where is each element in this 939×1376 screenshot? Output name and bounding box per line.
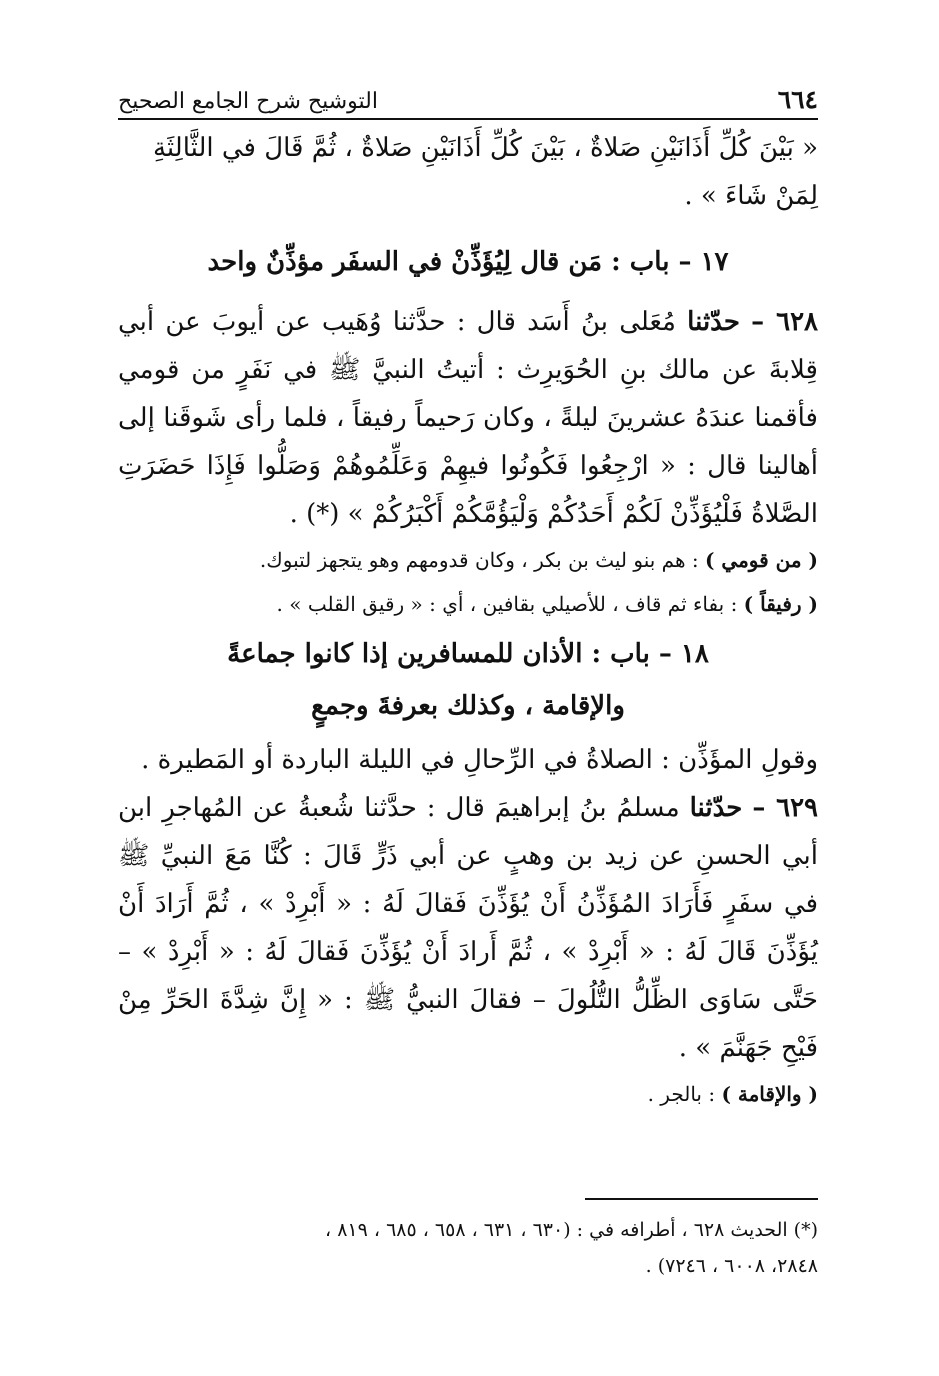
footnote-divider xyxy=(585,1198,818,1200)
chapter-18-heading-line-2: والإقامة ، وكذلك بعرفةَ وجمعٍ xyxy=(311,691,625,721)
continuation-line-1: « بَيْنَ كُلِّ أَذَانَيْنِ صَلاةٌ ، بَيْنَ كُلِّ أَذَانَيْنِ صَلاةٌ ، ثُمَّ قَالَ في الثَّالِثَةِ xyxy=(152,133,818,163)
footnote-line-2: ٢٨٤٨، ٦٠٠٨ ، ٧٢٤٦) . xyxy=(645,1255,818,1277)
note-term: ( والإقامة ) xyxy=(721,1082,818,1106)
footnote xyxy=(118,1212,818,1284)
hadith-628 xyxy=(118,298,818,538)
chapter-18-heading-line-1: ١٨ – باب : الأذان للمسافرين إذا كانوا جماعةً xyxy=(227,639,709,669)
note-text: : بالجر . xyxy=(647,1082,722,1106)
note-iqama xyxy=(118,1072,818,1116)
continuation-line-2: لِمَنْ شَاءَ » . xyxy=(684,181,818,211)
hadith-629 xyxy=(118,784,818,1072)
note-rafiqan xyxy=(118,582,818,626)
footnote-line-1: (*) الحديث ٦٢٨ ، أطرافه في : (٦٣٠ ، ٦٣١ ، ٦٥٨ ، ٦٨٥ ، ٨١٩ ، xyxy=(325,1219,818,1241)
hadith-628-text: مُعَلى بنُ أَسَد قال : حدَّثنا وُهَيب عن أيوبَ عن أبي قِلابةَ عن مالك بنِ الحُوَيرِث : أتيتُ النبيَّ ﷺ في نَفَرٍ من قومي فأقمنا عندَهُ عشرينَ ليلةً ، وكان رَحيماً رفيقاً ، فلما رأى شَوقَنا إلى أهالينا قال : « ارْجِعُوا فَكُونُوا فيهِمْ وَعَلِّمُوهُمْ وَصَلُّوا فَإِذَا حَضَرَتِ الصَّلاةُ فَلْيُؤَذِّنْ لَكُمْ أَحَدُكُمْ وَلْيَؤُمَّكُمْ أَكْبَرُكُمْ » (*) . xyxy=(118,307,818,529)
book-title: التوشيح شرح الجامع الصحيح xyxy=(118,89,378,114)
hadith-628-number: ٦٢٨ – xyxy=(751,307,819,337)
chapter-18-intro: وقولِ المؤَذِّن : الصلاةُ في الرِّحالِ في الليلة الباردة أو المَطيرة . xyxy=(141,745,818,775)
hadith-629-opening: حدّثنا xyxy=(689,793,743,823)
note-text: : بفاء ثم قاف ، للأصيلي بقافين ، أي : « رقيق القلب » . xyxy=(276,592,744,616)
chapter-17-heading: ١٧ – باب : مَن قال لِيُؤَذِّنْ في السفَر مؤذِّنٌ واحد xyxy=(207,247,729,277)
note-term: ( رفيقاً ) xyxy=(743,592,818,616)
running-header xyxy=(118,80,818,120)
note-min-qawmi xyxy=(118,538,818,582)
note-text: : هم بنو ليث بن بكر ، وكان قدومهم وهو يتجهز لتبوك. xyxy=(259,548,705,572)
continuation-text xyxy=(118,124,818,220)
page-number: ٦٦٤ xyxy=(777,85,818,114)
hadith-628-opening: حدّثنا xyxy=(687,307,740,337)
note-term: ( من قومي ) xyxy=(704,548,818,572)
hadith-629-text: مسلمُ بنُ إبراهيمَ قال : حدَّثنا شُعبةُ عن المُهاجرِ ابن أبي الحسنِ عن زيد بن وهبٍ عن أبي ذَرٍّ قَالَ : كُنَّا مَعَ النبيِّ ﷺ في سفَرٍ فَأَرَادَ المُؤَذِّنُ أَنْ يُؤَذِّنَ فَقالَ لَهُ : « أَبْرِدْ » ، ثُمَّ أَرَادَ أَنْ يُؤَذِّنَ قَالَ لَهُ : « أَبْرِدْ » ، ثُمَّ أَرادَ أَنْ يُؤَذِّنَ فَقالَ لَهُ : « أَبْرِدْ » – حَتَّى سَاوَى الظِّلُّ التُّلُولَ – فقالَ النبيُّ ﷺ : « إِنَّ شِدَّةَ الحَرِّ مِنْ فَيْحِ جَهَنَّمَ » . xyxy=(118,793,818,1063)
hadith-629-number: ٦٢٩ – xyxy=(752,793,819,823)
page-body xyxy=(118,80,818,1116)
